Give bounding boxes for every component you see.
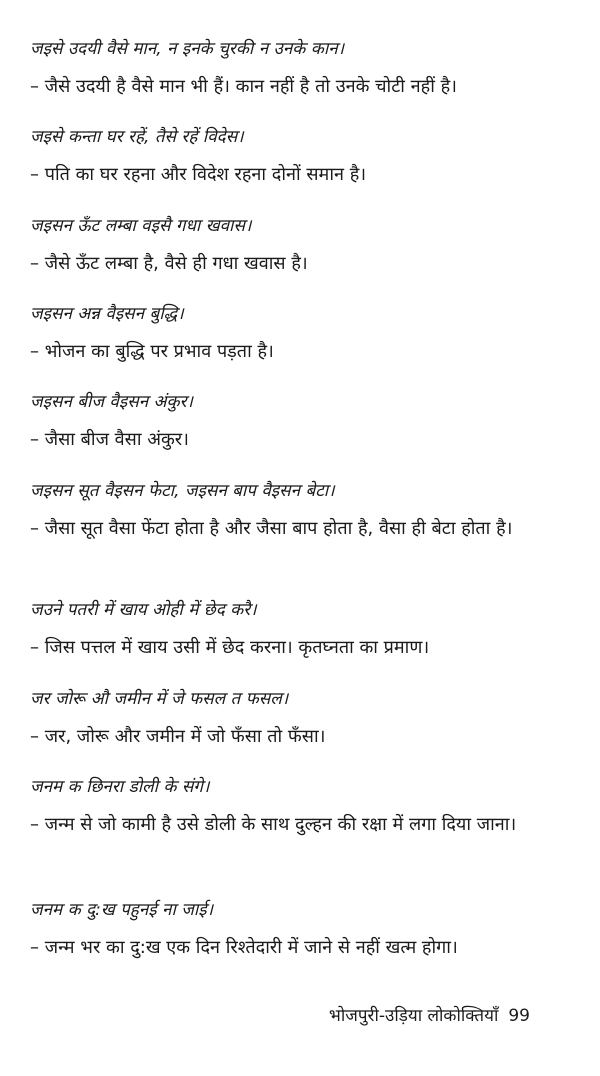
- proverb-meaning: – जन्म से जो कामी है उसे डोली के साथ दुल्हन की रक्षा में लगा दिया जाना।: [30, 814, 517, 835]
- proverb-text: जर जोरू औ जमीन में जे फसल त फसल।: [30, 689, 289, 709]
- proverb-text: जनम क छिनरा डोली के संगे।: [30, 777, 210, 797]
- proverb-entry: [30, 389, 550, 458]
- proverb-entry: [30, 478, 550, 547]
- proverb-entry: [30, 897, 550, 966]
- proverb-text: जइसन अन्न वैइसन बुद्धि।: [30, 304, 184, 324]
- book-title: भोजपुरी-उड़िया लोकोक्तियाँ: [328, 1006, 499, 1026]
- proverb-entry: [30, 301, 550, 370]
- proverb-entry: [30, 124, 550, 193]
- proverb-entry: [30, 36, 550, 105]
- proverb-text: जनम क दु:ख पहुनई ना जाई।: [30, 900, 214, 920]
- proverb-meaning: – जर, जोरू और जमीन में जो फँसा तो फँसा।: [30, 726, 326, 747]
- proverb-entry: [30, 774, 550, 843]
- proverb-text: जइसे कन्ता घर रहें, तैसे रहें विदेस।: [30, 127, 244, 147]
- proverb-meaning: – जिस पत्तल में खाय उसी में छेद करना। कृतघ्नता का प्रमाण।: [30, 637, 430, 658]
- proverb-meaning: – पति का घर रहना और विदेश रहना दोनों समान है।: [30, 164, 367, 185]
- proverb-text: जउने पतरी में खाय ओही में छेद करै।: [30, 600, 257, 620]
- proverb-meaning: – भोजन का बुद्धि पर प्रभाव पड़ता है।: [30, 341, 274, 362]
- proverb-meaning: – जैसा सूत वैसा फेंटा होता है और जैसा बाप होता है, वैसा ही बेटा होता है।: [30, 518, 513, 539]
- page-number: 99: [508, 1006, 530, 1026]
- proverb-entry: [30, 597, 550, 666]
- proverb-entry: [30, 213, 550, 282]
- proverb-entry: [30, 686, 550, 755]
- proverb-meaning: – जैसा बीज वैसा अंकुर।: [30, 429, 189, 450]
- proverb-meaning: – जैसे उदयी है वैसे मान भी हैं। कान नहीं है तो उनके चोटी नहीं है।: [30, 76, 457, 97]
- proverb-text: जइसन ऊँट लम्बा वइसै गधा खवास।: [30, 216, 252, 236]
- proverb-meaning: – जैसे ऊँट लम्बा है, वैसे ही गधा खवास है।: [30, 253, 308, 274]
- page-footer: [329, 1003, 530, 1029]
- proverb-meaning: – जन्म भर का दु:ख एक दिन रिश्तेदारी में जाने से नहीं खत्म होगा।: [30, 937, 458, 958]
- proverb-text: जइसन सूत वैइसन फेटा, जइसन बाप वैइसन बेटा।: [30, 481, 335, 501]
- proverb-text: जइसे उदयी वैसे मान, न इनके चुरकी न उनके कान।: [30, 39, 345, 59]
- proverb-text: जइसन बीज वैइसन अंकुर।: [30, 392, 193, 412]
